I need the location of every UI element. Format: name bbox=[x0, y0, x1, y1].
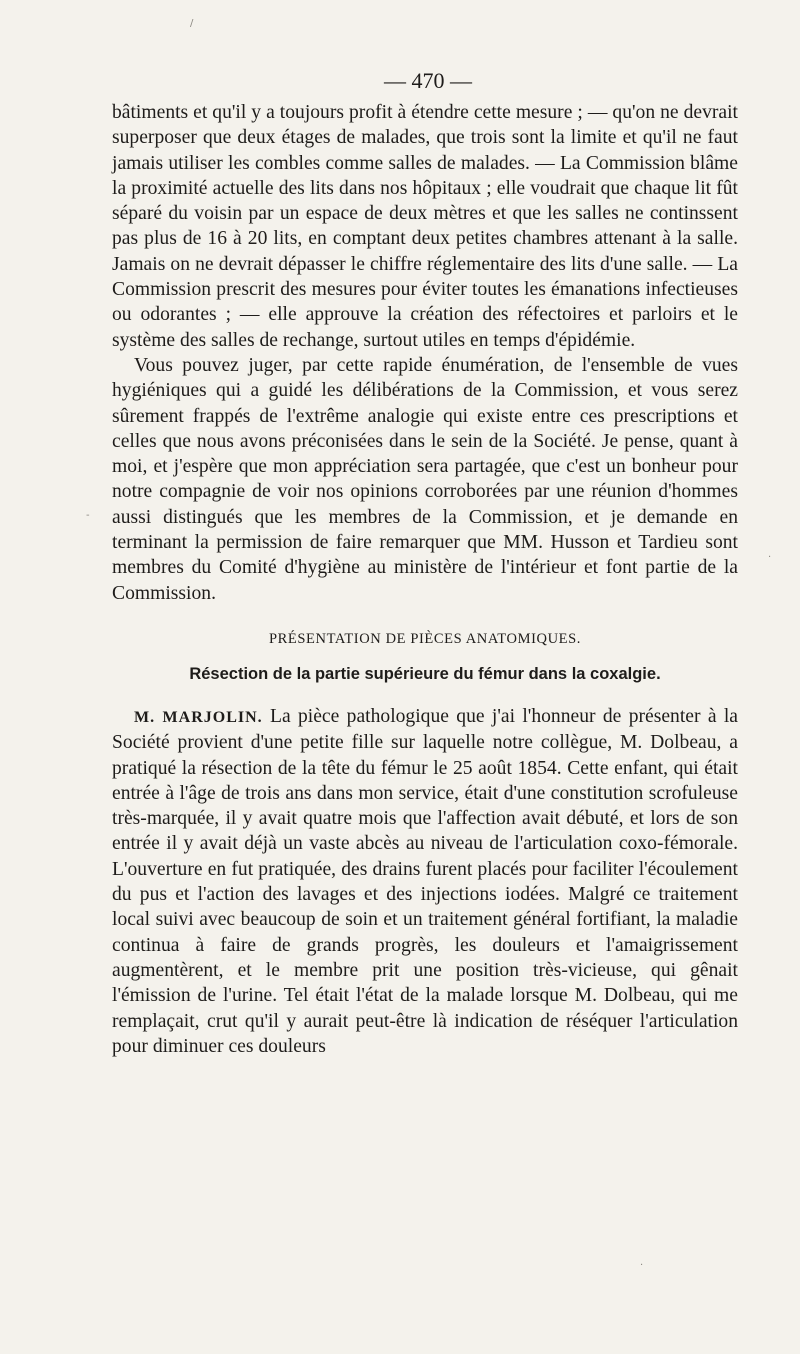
paper-speck: - bbox=[86, 510, 90, 521]
article-title: Résection de la partie supérieure du fémur dans la coxalgie. bbox=[189, 664, 661, 683]
paper-speck: / bbox=[190, 18, 194, 29]
body-text-upper bbox=[112, 100, 738, 606]
case-report-text: La pièce pathologique que j'ai l'honneur de présenter à la Société provient d'une petite fille sur laquelle notre collègue, M. Dolbeau, a pratiqué la résection de la tête du fémur le 25 août 1854. Cette enfant, qui était entrée à l'âge de trois ans dans mon service, était d'une constitution scrofuleuse très-marquée, il y avait quatre mois que l'affection avait débuté, et lors de son entrée il y avait déjà un vaste abcès au niveau de l'articulation coxo-fémorale. L'ouverture en fut pratiquée, des drains furent placés pour faciliter l'écoulement du pus et l'action des lavages et des injections iodées. Malgré ce traitement local suivi avec beaucoup de soin et un traitement général fortifiant, la maladie continua à faire de grands progrès, les douleurs et l'amaigrissement augmentèrent, et le membre prit une position très-vicieuse, qui gênait l'émission de l'urine. Tel était l'état de la malade lorsque M. Dolbeau, qui me remplaçait, crut qu'il y aurait peut-être là indication de réséquer l'articulation pour diminuer ces douleurs bbox=[112, 705, 739, 1057]
page-number: — 470 — bbox=[384, 68, 472, 93]
body-text-lower bbox=[112, 704, 738, 1059]
speaker-name: M. MARJOLIN. bbox=[134, 708, 263, 726]
paragraph-case-report bbox=[112, 704, 738, 1059]
paper-speck: · bbox=[640, 1260, 644, 1271]
section-heading: PRÉSENTATION DE PIÈCES ANATOMIQUES. bbox=[268, 630, 581, 647]
book-page bbox=[112, 66, 738, 1059]
paragraph-hygiene-measures: bâtiments et qu'il y a toujours profit à étendre cette mesure ; — qu'on ne devrait superposer que deux étages de malades, que trois sont la limite et qu'il ne faut jamais utiliser les combles comme salles de malades. — La Commission blâme la proximité actuelle des lits dans nos hôpitaux ; elle voudrait que chaque lit fût séparé du voisin par un espace de deux mètres et que les salles ne continssent pas plus de 16 à 20 lits, en comptant deux petites chambres attenant à la salle. Jamais on ne devrait dépasser le chiffre réglementaire des lits d'une salle. — La Commission prescrit des mesures pour éviter toutes les émanations infectieuses ou odorantes ; — elle approuve la création des réfectoires et parloirs et le système des salles de rechange, surtout utiles en temps d'épidémie. bbox=[112, 102, 738, 351]
paper-speck: · bbox=[768, 552, 772, 563]
paragraph-commission-conclusion: Vous pouvez juger, par cette rapide énumération, de l'ensemble de vues hygiéniques qui a guidé les délibérations de la Commission, et vous serez sûrement frappés de l'extrême analogie qui existe entre ces prescriptions et celles que nous avons préconisées dans le sein de la Société. Je pense, quant à moi, et j'espère que mon appréciation sera partagée, que c'est un bonheur pour notre compagnie de voir nos opinions corroborées par une réunion d'hommes aussi distingués que les membres de la Commission, et je demande en terminant la permission de faire remarquer que MM. Husson et Tardieu sont membres du Comité d'hygiène au ministère de l'intérieur et font partie de la Commission. bbox=[112, 354, 738, 604]
